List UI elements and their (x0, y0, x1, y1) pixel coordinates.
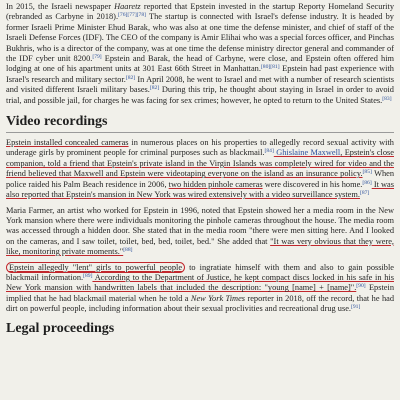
underlined-quote: "young [name] + [name]". (264, 283, 357, 293)
citation[interactable]: [83] (382, 95, 392, 102)
citation[interactable]: [79] (92, 54, 102, 61)
citation[interactable]: [88] (123, 247, 133, 254)
underlined-sentence: According to the Department of Justice, he kept compact discs locked in his safe in his New York mansion with handwritten labels that included the description: (6, 272, 394, 293)
section-heading-legal-proceedings: Legal proceedings (6, 320, 115, 336)
underlined-phrase: two hidden pinhole cameras (168, 179, 263, 189)
section-heading-video-recordings: Video recordings (6, 114, 394, 133)
citation[interactable]: [82] (149, 85, 160, 92)
underlined-quote: "It was very obvious that they were, like, monitoring private moments." (6, 236, 395, 257)
nyt-title: New York Times (190, 293, 246, 303)
citation[interactable]: [89] (83, 272, 93, 279)
paragraph-cameras: Epstein installed concealed cameras in numerous places on his properties to allegedly record sexual activity with underage girls by prominent people for criminal purposes such as blackmail.[84] Ghislaine Maxwell, Epstein's close companion, told a friend that Epstein's private island in the Virgin Islands was completely wired for video and the friend believed that Maxwell and Epstein were videotaping everyone on the island as an insurance policy.[85] When police raided his Palm Beach residence in 2006, two hidden pinhole cameras were discovered in his home.[86] It was also reported that Epstein's mansion in New York was wired extensively with a video surveillance system.[87] (6, 138, 395, 200)
citation[interactable]: [84] (264, 148, 274, 155)
citation[interactable]: [91] (351, 304, 361, 311)
paragraph-maria-farmer: Maria Farmer, an artist who worked for Epstein in 1996, noted that Epstein showed her a media room in the New York mansion where there were individuals monitoring the pinhole cameras throughout the house. The media room was accessed through a hidden door. She stated that in the media room "there were men sitting here. And I looked on the cameras, and I saw toilet, toilet, bed, bed, toilet, bed." She added that "It was very obvious that they were, like, monitoring private moments."[88] (6, 205, 395, 257)
citation[interactable]: [85] (362, 169, 372, 176)
citation[interactable]: [80][81] (260, 64, 280, 71)
citation[interactable]: [82] (125, 74, 136, 81)
paragraph-israel: In 2015, the Israeli newspaper Haaretz reported that Epstein invested in the startup Reporty Homeland Security (rebranded as Carbyne in 2018).[76][77][78] The startup is connected with Israel's defense industry. It is headed by former Israeli Prime Minister Ehud Barak, who was also at one time the defense minister, and chief of staff of the Israeli Defense Forces (IDF). The CEO of the company is Amir Elihai who was a special forces officer, and Pinchas Bukhris, who is a director of the company, was at one time the defense ministry director general and commander of the IDF cyber unit 8200.[79] Epstein and Barak, the head of Carbyne, were close, and Epstein often offered him lodging at one of his apartment units at 301 East 66th Street in Manhattan.[80][81] Epstein had past experience with Israel's research and military sector.[82] In April 2008, he went to Israel and met with a number of research scientists and visited different Israeli military bases.[82] During this trip, he thought about staying in Israel in order to avoid trial, and possible jail, for charges he was facing for sex crimes; however, he opted to return to the United States.[83] (6, 2, 395, 105)
haaretz-title: Haaretz (114, 2, 141, 11)
article-page (6, 2, 394, 344)
underlined-phrase: Epstein installed concealed cameras (6, 138, 129, 148)
citation[interactable]: [90] (356, 283, 366, 290)
maxwell-link[interactable]: Ghislaine Maxwell (273, 148, 341, 158)
citation[interactable]: [87] (359, 190, 370, 197)
circled-phrase: Epstein allegedly "lent" girls to powerful people (6, 262, 185, 273)
paragraph-blackmail: Epstein allegedly "lent" girls to powerful people to ingratiate himself with them and also to gain possible blackmail information.[89] According to the Department of Justice, he kept compact discs locked in his safe in his New York mansion with handwritten labels that included the description: "young [name] + [name]".[90] Epstein implied that he had blackmail material when he told a New York Times reporter in 2018, off the record, that he had dirt on powerful people, including information about their sexual proclivities and recreational drug use.[91] (6, 262, 394, 314)
citation[interactable]: [86] (362, 179, 372, 186)
underlined-sentence: It was also reported that Epstein's mansion in New York was wired extensively with a video surveillance system. (6, 179, 395, 200)
underlined-sentence: , Epstein's close companion, told a friend that Epstein's private island in the Virgin Islands was completely wired for video and the friend believed that Maxwell and Epstein were videotaping everyone on the island as an insurance policy. (6, 148, 394, 179)
citation[interactable]: [76][77][78] (118, 12, 147, 19)
